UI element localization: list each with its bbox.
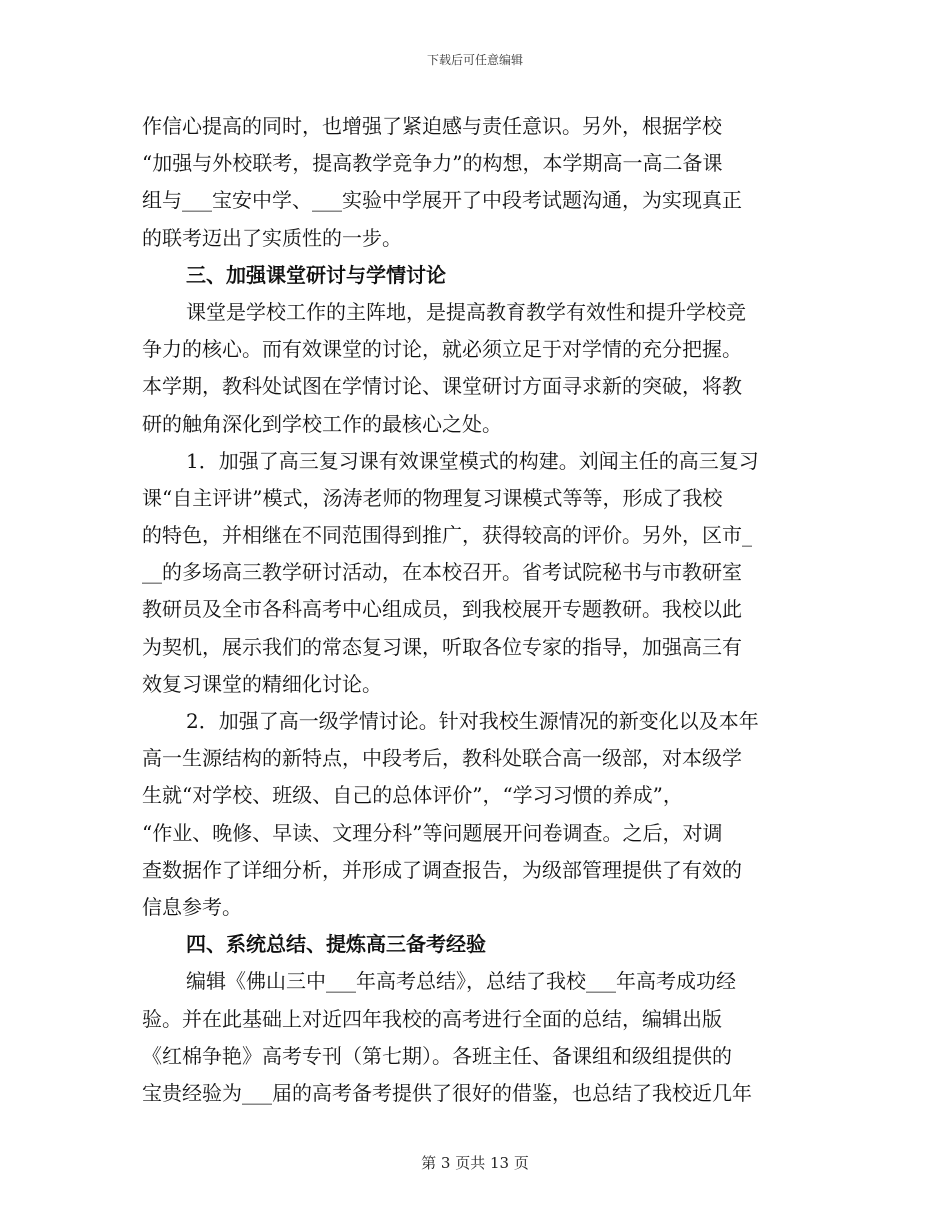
body-text-line: 信息参考。 [142, 894, 242, 919]
body-text-line: 编辑《佛山三中___年高考总结》，总结了我校___年高考成功经 [186, 969, 736, 994]
body-text-line: “加强与外校联考，提高教学竞争力”的构想，本学期高一高二备课 [142, 151, 723, 176]
page-header: 下载后可任意编辑 [426, 53, 523, 67]
section-heading: 三、加强课堂研讨与学情讨论 [186, 262, 446, 287]
page-footer: 第 3 页共 13 页 [421, 1154, 529, 1172]
body-text-line: 作信心提高的同时，也增强了紧迫感与责任意识。另外，根据学校 [142, 114, 722, 138]
section-heading: 四、系统总结、提炼高三备考经验 [186, 932, 486, 957]
body-text-line: 为契机，展示我们的常态复习课，听取各位专家的指导，加强高三有 [142, 634, 742, 659]
body-text-line: 本学期，教科处试图在学情讨论、课堂研讨方面寻求新的突破，将教 [142, 374, 742, 399]
body-text-line: 课堂是学校工作的主阵地，是提高教育教学有效性和提升学校竞 [186, 299, 746, 324]
body-text-line: 效复习课堂的精细化讨论。 [142, 671, 382, 696]
body-text-line: 验。并在此基础上对近四年我校的高考进行全面的总结，编辑出版 [142, 1006, 722, 1031]
body-text-line: 《红棉争艳》高考专刊（第七期）。各班主任、备课组和级组提供的 [142, 1043, 732, 1068]
body-text-line: 2．加强了高一级学情讨论。针对我校生源情况的新变化以及本年 [186, 709, 759, 733]
body-text-line: 组与___宝安中学、___实验中学展开了中段考试题沟通，为实现真正 [142, 188, 742, 213]
body-text-line: 课“自主评讲”模式，汤涛老师的物理复习课模式等等，形成了我校 [142, 485, 723, 510]
body-text-line: 查数据作了详细分析，并形成了调查报告，为级部管理提供了有效的 [142, 857, 742, 882]
body-text-line: 的联考迈出了实质性的一步。 [142, 225, 402, 250]
body-text-line: 生就“对学校、班级、自己的总体评价”，“学习习惯的养成”， [142, 783, 683, 808]
document-body [142, 108, 808, 1112]
body-text-line: 研的触角深化到学校工作的最核心之处。 [142, 411, 502, 436]
body-text-line: “作业、晚修、早读、文理分科”等问题展开问卷调查。之后，对调 [142, 820, 723, 845]
body-text-line: 教研员及全市各科高考中心组成员，到我校展开专题教研。我校以此 [142, 597, 742, 622]
body-text-line: __的多场高三教学研讨活动，在本校召开。省考试院秘书与市教研室 [142, 560, 742, 585]
body-text-line: 1．加强了高三复习课有效课堂模式的构建。刘闻主任的高三复习 [186, 448, 759, 473]
body-text-line: 宝贵经验为___届的高考备考提供了很好的借鉴，也总结了我校近几年 [142, 1080, 752, 1105]
body-text-line: 的特色，并相继在不同范围得到推广，获得较高的评价。另外，区市_ [142, 523, 752, 548]
body-text-line: 高一生源结构的新特点，中段考后，教科处联合高一级部，对本级学 [142, 746, 742, 771]
body-text-line: 争力的核心。而有效课堂的讨论，就必须立足于对学情的充分把握。 [142, 337, 742, 362]
